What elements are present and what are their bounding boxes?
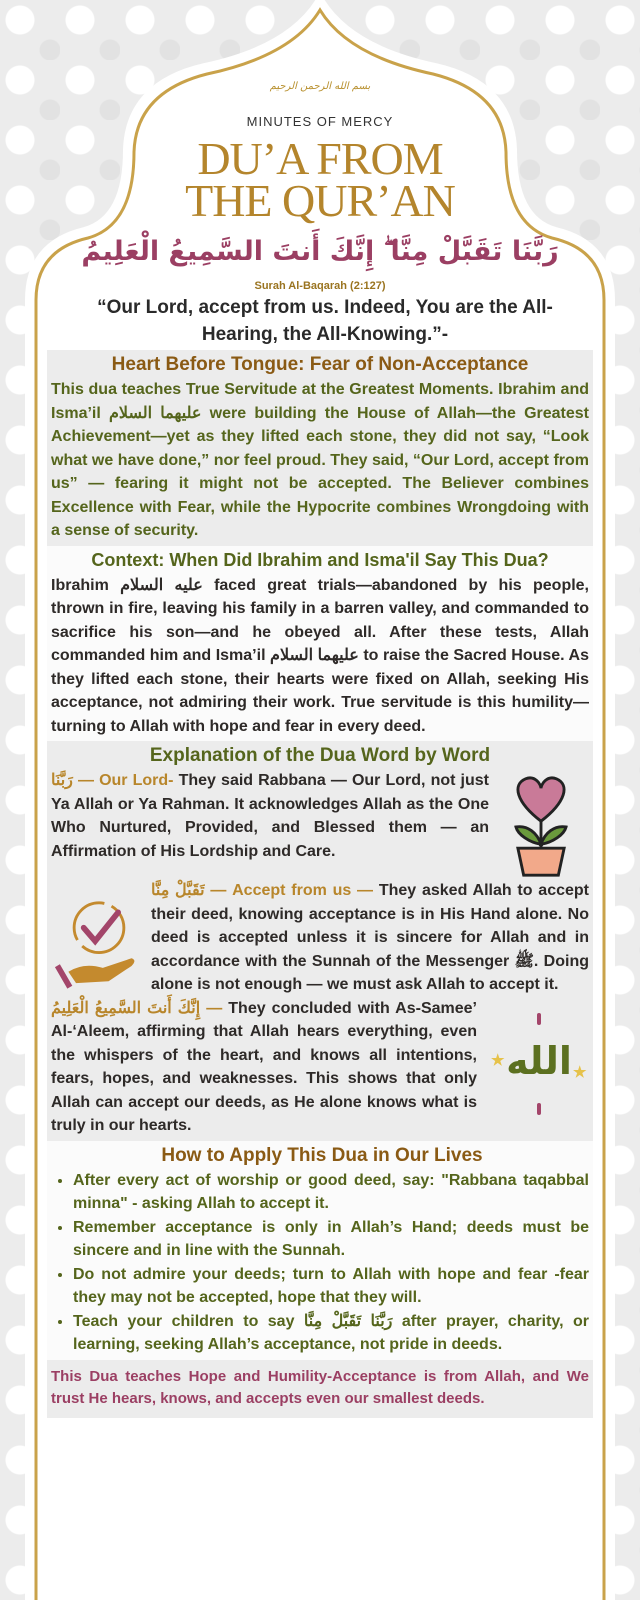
section-apply [47,1141,593,1360]
title-line-2: THE QUR’AN [185,175,455,226]
star-icon: ★ [491,1051,505,1069]
footer [47,1360,593,1418]
title-line-1: DU’A FROM [197,133,443,184]
arabic-dua: رَبَّنَا تَقَبَّلْ مِنَّا ۖ إِنَّكَ أَنتَ السَّمِيعُ الْعَلِيمُ [81,236,559,267]
allah-calligraphy-icon [489,1013,589,1117]
word-text: They asked Allah to accept their deed, knowing acceptance is in His Hand alone. No deed is accepted unless it is sincere for Allah and in accordance with the Sunnah of the Messenger ﷺ. Doing alone is not enough — we must ask Allah to accept it. [151,882,590,993]
footer-text: This Dua teaches Hope and Humility-Acceptance is from Allah, and We trust He hears, knows, and accepts even our smallest deeds. [51,1367,589,1407]
section-context [47,546,593,742]
list-item: • Do not admire your deeds; turn to Allah with hope and fear -fear they may not be accepted, hope that they will. [73,1263,589,1310]
section-heading: Context: When Did Ibrahim and Isma'il Say This Dua? [91,549,549,570]
section-heart-before-tongue [47,350,593,546]
section-heading: Heart Before Tongue: Fear of Non-Acceptance [111,354,529,375]
word-text: They said Rabbana — Our Lord, not just Ya Allah or Ya Rahman. It acknowledges Allah as the One Who Nurtured, Provided, and Blessed them — an Affirmation of His Lordship and Care. [51,772,490,860]
series-kicker: MINUTES OF MERCY [246,114,394,129]
word-item-taqabbal [151,879,589,997]
verse-reference: Surah Al-Baqarah (2:127) [254,280,386,292]
section-body: Ibrahim عليه السلام faced great trials—abandoned by his people, thrown in fire, leaving his family in a barren valley, and commanded to sacrifice his son—and he obeyed all. After these tests, Allah commanded him and Isma’il عليهما السلام to raise the Sacred House. As they lifted each stone, their hearts were fixed on Allah, seeking His acceptance, not admiring their work. True servitude is this humility—turning to Allah with hope and fear in every deed. [51,576,590,735]
word-key: تَقَبَّلْ مِنَّا — Accept from us — [151,882,374,899]
section-heading: Explanation of the Dua Word by Word [149,745,491,766]
ray-mark [537,1103,541,1115]
allah-calligraphy-text: الله [506,1038,572,1083]
ray-mark [537,1013,541,1025]
word-key: رَبَّنَا — Our Lord- [51,772,174,789]
list-item: • After every act of worship or good deed, say: "Rabbana taqabbal minna" - asking Allah to accept it. [73,1169,589,1216]
apply-list [55,1169,589,1357]
heart-plant-icon [505,773,577,879]
page-title [0,133,640,226]
star-icon: ★ [573,1063,587,1081]
list-item: • Teach your children to say رَبَّنَا تَقَبَّلْ مِنَّا after prayer, charity, or learning, seeking Allah’s acceptance, not pride in deeds. [73,1310,589,1357]
word-text: They concluded with As-Samee’ Al-‘Aleem, affirming that Allah hears everything, even the whispers of the heart, and knows all intentions, fears, hopes, and weaknesses. This shows that only Allah can accept our deeds, as He alone knows what is truly in our hearts. [51,999,477,1134]
content-stack [47,350,593,1418]
list-item: • Remember acceptance is only in Allah’s Hand; deeds must be sincere and in line with the Sunnah. [73,1216,589,1263]
section-word-by-word [47,741,593,1141]
section-body: This dua teaches True Servitude at the Greatest Moments. Ibrahim and Isma’il عليهما السلام were building the House of Allah—the Greatest Achievement—yet as they lifted each stone, they did not say, “Look what we have done,” nor feel proud. They said, “Our Lord, accept from us” — fearing it might not be accepted. The Believer combines Excellence with Fear, while the Hypocrite combines Wrongdoing with a sense of security. [51,381,590,539]
translation: “Our Lord, accept from us. Indeed, You are the All-Hearing, the All-Knowing.”- [97,297,553,345]
hand-check-icon [55,895,143,991]
section-heading: How to Apply This Dua in Our Lives [161,1144,483,1166]
bismillah-logo: بسم الله الرحمن الرحيم [269,81,371,92]
word-key: إِنَّكَ أَنتَ السَّمِيعُ الْعَلِيمُ — [51,999,223,1017]
